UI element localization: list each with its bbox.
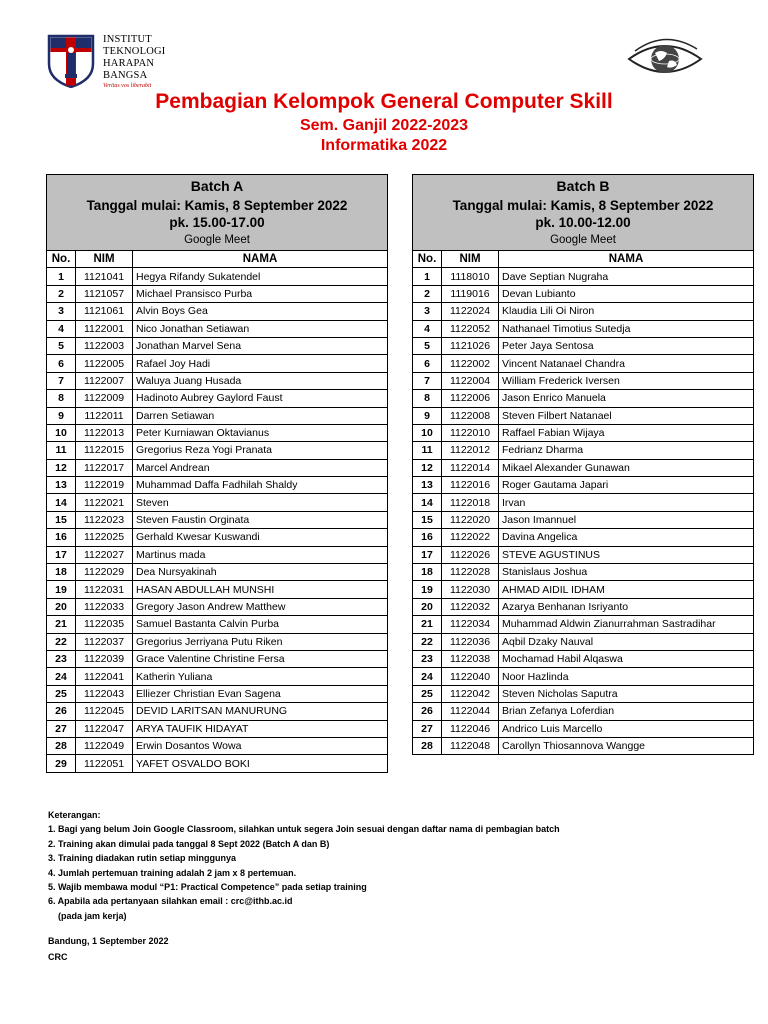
student-name: Waluya Juang Husada xyxy=(133,372,388,389)
row-number: 26 xyxy=(47,703,76,720)
table-row xyxy=(47,546,388,563)
row-number: 15 xyxy=(413,511,442,528)
student-name: Hadinoto Aubrey Gaylord Faust xyxy=(133,390,388,407)
row-number: 7 xyxy=(413,372,442,389)
shield-logo-icon xyxy=(46,34,96,88)
table-row xyxy=(47,372,388,389)
student-nim: 1122011 xyxy=(76,407,133,424)
student-name: Brian Zefanya Loferdian xyxy=(499,703,754,720)
student-nim: 1122020 xyxy=(442,511,499,528)
table-row xyxy=(413,616,754,633)
table-row xyxy=(47,268,388,285)
row-number: 12 xyxy=(413,459,442,476)
table-row xyxy=(413,285,754,302)
student-nim: 1122008 xyxy=(442,407,499,424)
student-name: Carollyn Thiosannova Wangge xyxy=(499,737,754,754)
column-header-nama: NAMA xyxy=(133,251,388,268)
row-number: 26 xyxy=(413,703,442,720)
student-nim: 1122025 xyxy=(76,529,133,546)
program-subtitle: Informatika 2022 xyxy=(320,137,448,154)
row-number: 27 xyxy=(413,720,442,737)
student-nim: 1122037 xyxy=(76,633,133,650)
institute-logo xyxy=(46,34,176,94)
row-number: 24 xyxy=(47,668,76,685)
student-nim: 1122052 xyxy=(442,320,499,337)
row-number: 10 xyxy=(413,424,442,441)
student-name: Martinus mada xyxy=(133,546,388,563)
table-row xyxy=(413,337,754,354)
student-nim: 1122047 xyxy=(76,720,133,737)
table-row xyxy=(47,598,388,615)
student-name: Devan Lubianto xyxy=(499,285,754,302)
student-nim: 1122017 xyxy=(76,459,133,476)
row-number: 4 xyxy=(413,320,442,337)
student-name: Katherin Yuliana xyxy=(133,668,388,685)
student-name: Michael Pransisco Purba xyxy=(133,285,388,302)
student-name: Raffael Fabian Wijaya xyxy=(499,424,754,441)
table-row xyxy=(413,703,754,720)
student-name: Jonathan Marvel Sena xyxy=(133,337,388,354)
student-nim: 1122044 xyxy=(442,703,499,720)
row-number: 22 xyxy=(47,633,76,650)
row-number: 22 xyxy=(413,633,442,650)
student-nim: 1122019 xyxy=(76,477,133,494)
student-name: Jason Imannuel xyxy=(499,511,754,528)
table-row xyxy=(413,720,754,737)
column-header-nama: NAMA xyxy=(499,251,754,268)
student-nim: 1122032 xyxy=(442,598,499,615)
student-name: HASAN ABDULLAH MUNSHI xyxy=(133,581,388,598)
signature-block xyxy=(48,934,169,965)
student-name: Stanislaus Joshua xyxy=(499,564,754,581)
row-number: 17 xyxy=(47,546,76,563)
student-nim: 1122027 xyxy=(76,546,133,563)
student-name: Gregorius Jerriyana Putu Riken xyxy=(133,633,388,650)
table-row xyxy=(413,737,754,754)
student-nim: 1122036 xyxy=(442,633,499,650)
batch-time: pk. 10.00-12.00 xyxy=(413,215,754,231)
table-row xyxy=(47,320,388,337)
batch-a-rows xyxy=(47,268,388,772)
table-row xyxy=(47,685,388,702)
batch-name: Batch B xyxy=(413,175,754,198)
institute-line: INSTITUT xyxy=(103,34,152,45)
student-name: ARYA TAUFIK HIDAYAT xyxy=(133,720,388,737)
student-nim: 1122014 xyxy=(442,459,499,476)
row-number: 18 xyxy=(413,564,442,581)
column-header-nim: NIM xyxy=(442,251,499,268)
row-number: 6 xyxy=(413,355,442,372)
student-name: Steven Filbert Natanael xyxy=(499,407,754,424)
student-nim: 1122051 xyxy=(76,755,133,772)
row-number: 14 xyxy=(413,494,442,511)
student-name: DEVID LARITSAN MANURUNG xyxy=(133,703,388,720)
student-nim: 1122029 xyxy=(76,564,133,581)
row-number: 19 xyxy=(47,581,76,598)
student-name: Fedrianz Dharma xyxy=(499,442,754,459)
student-name: Elliezer Christian Evan Sagena xyxy=(133,685,388,702)
semester-subtitle: Sem. Ganjil 2022-2023 xyxy=(299,117,469,134)
student-name: Steven Faustin Orginata xyxy=(133,511,388,528)
table-row xyxy=(47,407,388,424)
table-row xyxy=(413,529,754,546)
column-header-no: No. xyxy=(47,251,76,268)
batch-a-table xyxy=(46,174,388,773)
row-number: 29 xyxy=(47,755,76,772)
student-name: Gregorius Reza Yogi Pranata xyxy=(133,442,388,459)
student-name: William Frederick Iversen xyxy=(499,372,754,389)
table-row xyxy=(413,598,754,615)
student-nim: 1122035 xyxy=(76,616,133,633)
table-row xyxy=(413,268,754,285)
row-number: 23 xyxy=(47,650,76,667)
note-item: 6. Apabila ada pertanyaan silahkan email : crc@ithb.ac.id xyxy=(48,896,293,907)
student-nim: 1118010 xyxy=(442,268,499,285)
table-row xyxy=(47,720,388,737)
student-name: Muhammad Daffa Fadhilah Shaldy xyxy=(133,477,388,494)
row-number: 7 xyxy=(47,372,76,389)
student-name: AHMAD AIDIL IDHAM xyxy=(499,581,754,598)
table-row xyxy=(47,442,388,459)
student-nim: 1121061 xyxy=(76,303,133,320)
row-number: 6 xyxy=(47,355,76,372)
batch-b-rows xyxy=(413,268,754,755)
table-row xyxy=(413,564,754,581)
student-nim: 1122021 xyxy=(76,494,133,511)
table-row xyxy=(413,320,754,337)
student-nim: 1122039 xyxy=(76,650,133,667)
student-name: Alvin Boys Gea xyxy=(133,303,388,320)
table-row xyxy=(47,616,388,633)
row-number: 17 xyxy=(413,546,442,563)
student-name: Dave Septian Nugraha xyxy=(499,268,754,285)
student-name: Rafael Joy Hadi xyxy=(133,355,388,372)
table-row xyxy=(47,633,388,650)
student-name: Peter Kurniawan Oktavianus xyxy=(133,424,388,441)
row-number: 12 xyxy=(47,459,76,476)
student-name: Klaudia Lili Oi Niron xyxy=(499,303,754,320)
row-number: 28 xyxy=(413,737,442,754)
student-name: Dea Nursyakinah xyxy=(133,564,388,581)
student-nim: 1122038 xyxy=(442,650,499,667)
notes-heading: Keterangan: xyxy=(48,810,101,820)
student-name: Marcel Andrean xyxy=(133,459,388,476)
student-name: Jason Enrico Manuela xyxy=(499,390,754,407)
student-name: Gregory Jason Andrew Matthew xyxy=(133,598,388,615)
table-row xyxy=(47,564,388,581)
student-name: Vincent Natanael Chandra xyxy=(499,355,754,372)
column-header-no: No. xyxy=(413,251,442,268)
table-row xyxy=(47,355,388,372)
student-nim: 1121026 xyxy=(442,337,499,354)
row-number: 13 xyxy=(47,477,76,494)
table-row xyxy=(413,650,754,667)
student-nim: 1122043 xyxy=(76,685,133,702)
table-row xyxy=(413,424,754,441)
student-nim: 1121057 xyxy=(76,285,133,302)
institute-line: BANGSA xyxy=(103,70,148,81)
batch-platform: Google Meet xyxy=(47,231,388,251)
note-item: 2. Training akan dimulai pada tanggal 8 Sept 2022 (Batch A dan B) xyxy=(48,838,330,849)
student-nim: 1122024 xyxy=(442,303,499,320)
table-row xyxy=(47,459,388,476)
table-row xyxy=(47,650,388,667)
row-number: 10 xyxy=(47,424,76,441)
table-row xyxy=(413,459,754,476)
student-nim: 1122005 xyxy=(76,355,133,372)
student-name: Mochamad Habil Alqaswa xyxy=(499,650,754,667)
table-row xyxy=(413,546,754,563)
table-row xyxy=(47,390,388,407)
student-nim: 1122001 xyxy=(76,320,133,337)
row-number: 1 xyxy=(47,268,76,285)
table-row xyxy=(47,668,388,685)
row-number: 21 xyxy=(47,616,76,633)
batch-start-date: Tanggal mulai: Kamis, 8 September 2022 xyxy=(47,197,388,215)
student-nim: 1122023 xyxy=(76,511,133,528)
notes-section xyxy=(48,808,560,923)
student-name: Samuel Bastanta Calvin Purba xyxy=(133,616,388,633)
student-name: Andrico Luis Marcello xyxy=(499,720,754,737)
student-name: Roger Gautama Japari xyxy=(499,477,754,494)
table-row xyxy=(47,424,388,441)
institute-motto: Veritas vos liberabit xyxy=(103,83,152,89)
row-number: 25 xyxy=(413,685,442,702)
student-nim: 1122040 xyxy=(442,668,499,685)
row-number: 15 xyxy=(47,511,76,528)
institute-name xyxy=(103,34,165,82)
table-row xyxy=(413,494,754,511)
row-number: 16 xyxy=(413,529,442,546)
student-name: Muhammad Aldwin Zianurrahman Sastradihar xyxy=(499,616,754,633)
note-item: 5. Wajib membawa modul “P1: Practical Competence” pada setiap training xyxy=(48,882,367,893)
eye-globe-logo-icon xyxy=(625,37,705,81)
row-number: 19 xyxy=(413,581,442,598)
note-item: 4. Jumlah pertemuan training adalah 2 jam x 8 pertemuan. xyxy=(48,867,297,878)
student-nim: 1122016 xyxy=(442,477,499,494)
student-nim: 1122030 xyxy=(442,581,499,598)
student-nim: 1122041 xyxy=(76,668,133,685)
table-row xyxy=(413,390,754,407)
signature-unit: CRC xyxy=(48,951,68,962)
student-name: Azarya Benhanan Isriyanto xyxy=(499,598,754,615)
batch-name: Batch A xyxy=(47,175,388,198)
student-nim: 1122013 xyxy=(76,424,133,441)
student-nim: 1122033 xyxy=(76,598,133,615)
student-name: Steven xyxy=(133,494,388,511)
row-number: 11 xyxy=(47,442,76,459)
student-name: Hegya Rifandy Sukatendel xyxy=(133,268,388,285)
student-name: Gerhald Kwesar Kuswandi xyxy=(133,529,388,546)
table-row xyxy=(47,581,388,598)
student-name: Steven Nicholas Saputra xyxy=(499,685,754,702)
batch-platform: Google Meet xyxy=(413,231,754,251)
row-number: 9 xyxy=(47,407,76,424)
student-nim: 1121041 xyxy=(76,268,133,285)
table-row xyxy=(413,372,754,389)
student-name: Mikael Alexander Gunawan xyxy=(499,459,754,476)
student-nim: 1122010 xyxy=(442,424,499,441)
row-number: 27 xyxy=(47,720,76,737)
student-nim: 1122003 xyxy=(76,337,133,354)
batch-start-date: Tanggal mulai: Kamis, 8 September 2022 xyxy=(413,197,754,215)
student-nim: 1122048 xyxy=(442,737,499,754)
table-row xyxy=(47,285,388,302)
student-nim: 1122006 xyxy=(442,390,499,407)
table-row xyxy=(413,355,754,372)
batch-time: pk. 15.00-17.00 xyxy=(47,215,388,231)
row-number: 8 xyxy=(413,390,442,407)
table-row xyxy=(413,442,754,459)
student-name: Nico Jonathan Setiawan xyxy=(133,320,388,337)
row-number: 4 xyxy=(47,320,76,337)
row-number: 20 xyxy=(47,598,76,615)
table-row xyxy=(47,337,388,354)
student-name: Grace Valentine Christine Fersa xyxy=(133,650,388,667)
table-row xyxy=(413,633,754,650)
table-row xyxy=(413,303,754,320)
row-number: 11 xyxy=(413,442,442,459)
table-row xyxy=(413,685,754,702)
note-item: (pada jam kerja) xyxy=(48,910,127,921)
student-nim: 1122007 xyxy=(76,372,133,389)
table-row xyxy=(47,703,388,720)
table-row xyxy=(413,668,754,685)
student-name: Nathanael Timotius Sutedja xyxy=(499,320,754,337)
row-number: 20 xyxy=(413,598,442,615)
student-name: Davina Angelica xyxy=(499,529,754,546)
table-row xyxy=(47,737,388,754)
student-nim: 1122026 xyxy=(442,546,499,563)
row-number: 5 xyxy=(413,337,442,354)
row-number: 13 xyxy=(413,477,442,494)
student-name: YAFET OSVALDO BOKI xyxy=(133,755,388,772)
table-row xyxy=(47,529,388,546)
student-nim: 1119016 xyxy=(442,285,499,302)
column-header-nim: NIM xyxy=(76,251,133,268)
student-nim: 1122042 xyxy=(442,685,499,702)
student-name: Peter Jaya Sentosa xyxy=(499,337,754,354)
table-row xyxy=(413,511,754,528)
student-nim: 1122004 xyxy=(442,372,499,389)
institute-line: HARAPAN xyxy=(103,58,155,69)
row-number: 9 xyxy=(413,407,442,424)
student-nim: 1122034 xyxy=(442,616,499,633)
row-number: 3 xyxy=(413,303,442,320)
table-row xyxy=(47,755,388,772)
table-row xyxy=(47,511,388,528)
row-number: 14 xyxy=(47,494,76,511)
table-row xyxy=(47,303,388,320)
student-name: Aqbil Dzaky Nauval xyxy=(499,633,754,650)
row-number: 18 xyxy=(47,564,76,581)
student-nim: 1122022 xyxy=(442,529,499,546)
student-name: Irvan xyxy=(499,494,754,511)
row-number: 25 xyxy=(47,685,76,702)
student-nim: 1122002 xyxy=(442,355,499,372)
note-item: 1. Bagi yang belum Join Google Classroom, silahkan untuk segera Join sesuai dengan daftar nama di pembagian batch xyxy=(48,824,560,835)
batch-b-table xyxy=(412,174,754,755)
student-name: Darren Setiawan xyxy=(133,407,388,424)
student-name: Erwin Dosantos Wowa xyxy=(133,737,388,754)
table-row xyxy=(47,477,388,494)
row-number: 24 xyxy=(413,668,442,685)
student-nim: 1122049 xyxy=(76,737,133,754)
student-name: STEVE AGUSTINUS xyxy=(499,546,754,563)
row-number: 16 xyxy=(47,529,76,546)
row-number: 1 xyxy=(413,268,442,285)
row-number: 3 xyxy=(47,303,76,320)
row-number: 8 xyxy=(47,390,76,407)
student-nim: 1122045 xyxy=(76,703,133,720)
table-row xyxy=(413,407,754,424)
student-nim: 1122031 xyxy=(76,581,133,598)
student-nim: 1122009 xyxy=(76,390,133,407)
student-nim: 1122012 xyxy=(442,442,499,459)
page-title: Pembagian Kelompok General Computer Skill xyxy=(155,90,613,113)
student-nim: 1122018 xyxy=(442,494,499,511)
row-number: 2 xyxy=(413,285,442,302)
row-number: 2 xyxy=(47,285,76,302)
note-item: 3. Training diadakan rutin setiap minggunya xyxy=(48,853,237,864)
student-name: Noor Hazlinda xyxy=(499,668,754,685)
row-number: 21 xyxy=(413,616,442,633)
signature-place-date: Bandung, 1 September 2022 xyxy=(48,936,169,946)
row-number: 23 xyxy=(413,650,442,667)
student-nim: 1122015 xyxy=(76,442,133,459)
row-number: 28 xyxy=(47,737,76,754)
table-row xyxy=(413,581,754,598)
student-nim: 1122046 xyxy=(442,720,499,737)
row-number: 5 xyxy=(47,337,76,354)
table-row xyxy=(47,494,388,511)
student-nim: 1122028 xyxy=(442,564,499,581)
institute-line: TEKNOLOGI xyxy=(103,46,166,57)
table-row xyxy=(413,477,754,494)
